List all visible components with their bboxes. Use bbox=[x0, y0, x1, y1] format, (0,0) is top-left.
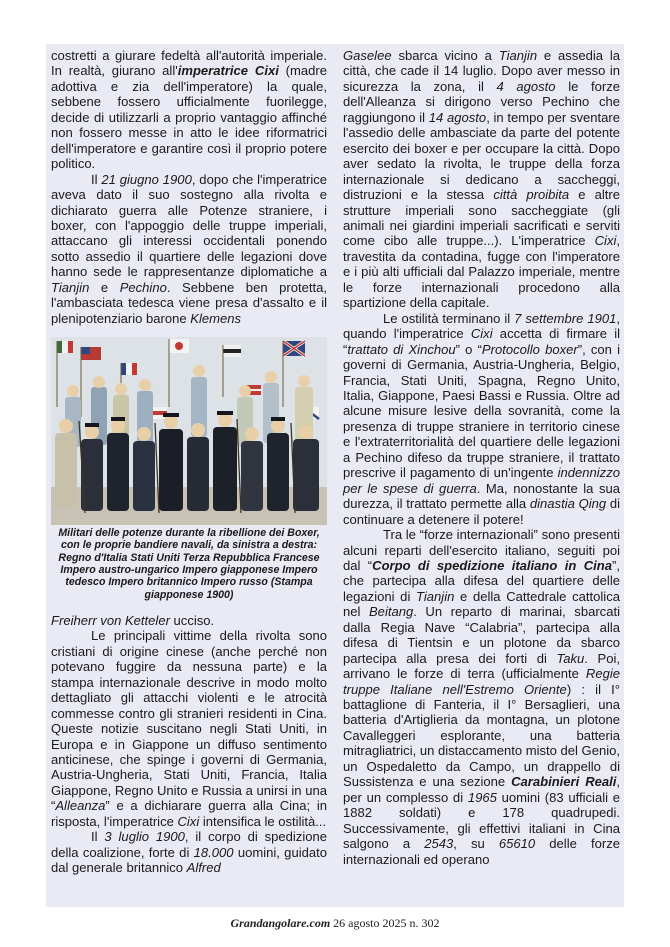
paragraph-july-1900: Il 3 luglio 1900, il corpo di spedizione della coalizione, forte di 18.000 uomini, guidato dal generale britannico Alfred bbox=[51, 829, 327, 876]
paragraph-june-1900: Il 21 giugno 1900, dopo che l'imperatrice aveva dato il suo sostegno alla rivolta e dichiarato guerra alle Potenze straniere, i boxer, con l'appoggio delle truppe imperiali, attaccano gli interessi occidentali ponendo sotto assedio il quartiere delle legazioni dove hanno sede le rappresentanze diplomatiche a Tianjin e Pechino. Sebbene ben protetta, l'ambasciata tedesca viene presa d'assalto e il plenipotenziario barone Klemens bbox=[51, 171, 327, 326]
paragraph-oath: costretti a giurare fedeltà all'autorità imperiale. In realtà, giurano all'imperatrice Cixi (madre adottiva e zia dell'imperatore) la quale, sebbene fossero ufficialmente fuorilegge, decide di utilizzarli a proprio vantaggio affinché non fossero messe in atto le idee riformatrici dell'imperatore e garantire così il proprio potere politico. bbox=[51, 48, 327, 172]
paragraph-treaty: Le ostilità terminano il 7 settembre 1901, quando l'imperatrice Cixi accetta di firmare il “trattato di Xinchou” o “Protocollo boxer”, con i governi di Germania, Austria-Ungheria, Belgio, Francia, Stati Uniti, Spagna, Regno Unito, Italia, Giappone, Paesi Bassi e Russia. Oltre ad alcune misure lesive della sovranità, come la presenza di truppe straniere in territorio cinese e l'extraterritorialità del quartiere delle legazioni a Pechino difeso da truppe straniere, il trattato prescrive il pagamento di un'ingente indennizzo per le spese di guerra. Ma, nonostante la sua durezza, il trattato permette alla dinastia Qing di continuare a detenere il potere! bbox=[343, 310, 621, 527]
paragraph-victims: Le principali vittime della rivolta sono cristiani di origine cinese (anche perché non potevano fuggire da nessuna parte) e la stampa internazionale descrive in modo molto dettagliato gli attacchi violenti e le atrocità commesse contro gli stranieri residenti in Cina. Queste notizie suscitano negli Stati Uniti, in Europa e in Giappone un diffuso sentimento anticinese, che spinge i governi di Germania, Austria-Ungheria, Stati Uniti, Francia, Italia Giappone, Regno Unito e Russia a unirsi in una “Alleanza” e a dichiarare guerra alla Cina; in risposta, l'imperatrice Cixi intensifica le ostilità... bbox=[51, 628, 327, 829]
footer-date-issue: 26 agosto 2025 n. 302 bbox=[330, 916, 440, 930]
illustration-soldiers-with-flags bbox=[51, 337, 327, 525]
footer-site: Grandangolare.com bbox=[230, 916, 331, 930]
paragraph-ketteler: Freiherr von Ketteler ucciso. bbox=[51, 612, 215, 628]
page-footer bbox=[0, 916, 670, 931]
illustration-caption: Militari delle potenze durante la ribellione dei Boxer, con le proprie bandiere navali, da sinistra a destra: Regno d'Italia Stati Uniti Terza Repubblica Francese Impero austro-ungarico Impero giapponese Impero tedesco Impero britannico Impero russo (Stampa giapponese 1900) bbox=[58, 527, 320, 601]
boxer-rebellion-illustration bbox=[51, 337, 327, 525]
left-column bbox=[51, 48, 327, 876]
right-column bbox=[343, 48, 620, 867]
paragraph-gaselee: Gaselee sbarca vicino a Tianjin e assedia la città, che cade il 14 luglio. Dopo aver messo in sicurezza la zona, il 4 agosto le forze dell'Alleanza si dirigono verso Pechino che raggiungono il 14 agosto, in tempo per sventare l'assedio delle ambasciate da parte del potente esercito dei boxer e per occupare la città. Dopo aver sedato la rivolta, le truppe della forza internazionale si dedicano a saccheggi, distruzioni e la stessa città proibita e altre strutture imperiali sono saccheggiate (gli animali nei giardini imperiali sacrificati e serviti come cibo alle truppe...). L'imperatrice Cixi, travestita da contadina, fugge con l'imperatore e i più alti ufficiali dal Palazzo imperiale, mentre le forze internazionali procedono alla spartizione della capitale. bbox=[343, 48, 621, 311]
paragraph-italian-corps: Tra le “forze internazionali” sono presenti alcuni reparti dell'esercito italiano, seguiti poi dal “Corpo di spedizione italiano in Cina”, che partecipa alla difesa del quartiere delle legazioni di Tianjin e della Cattedrale cattolica nel Beitang. Un reparto di marinai, sbarcati dalla Regia Nave “Calabria”, partecipa alla difesa di Tientsin e un plotone da sbarco partecipa alla presa dei forti di Taku. Poi, arrivano le forze di terra (ufficialmente Regie truppe Italiane nell'Estremo Oriente) : il I° battaglione di Fanteria, il I° Bersaglieri, una batteria d'Artiglieria da montagna, un plotone Cavalleggeri esplorante, una batteria mitragliatrici, un distaccamento misto del Genio, un Ospedaletto da Campo, un drappello di Sussistenza e una sezione Carabinieri Reali, per un complesso di 1965 uomini (83 ufficiali e 1882 soldati) e 178 quadrupedi. Successivamente, gli effettivi italiani in Cina salgono a 2543, su 65610 delle forze internazionali ed operano bbox=[343, 527, 620, 867]
